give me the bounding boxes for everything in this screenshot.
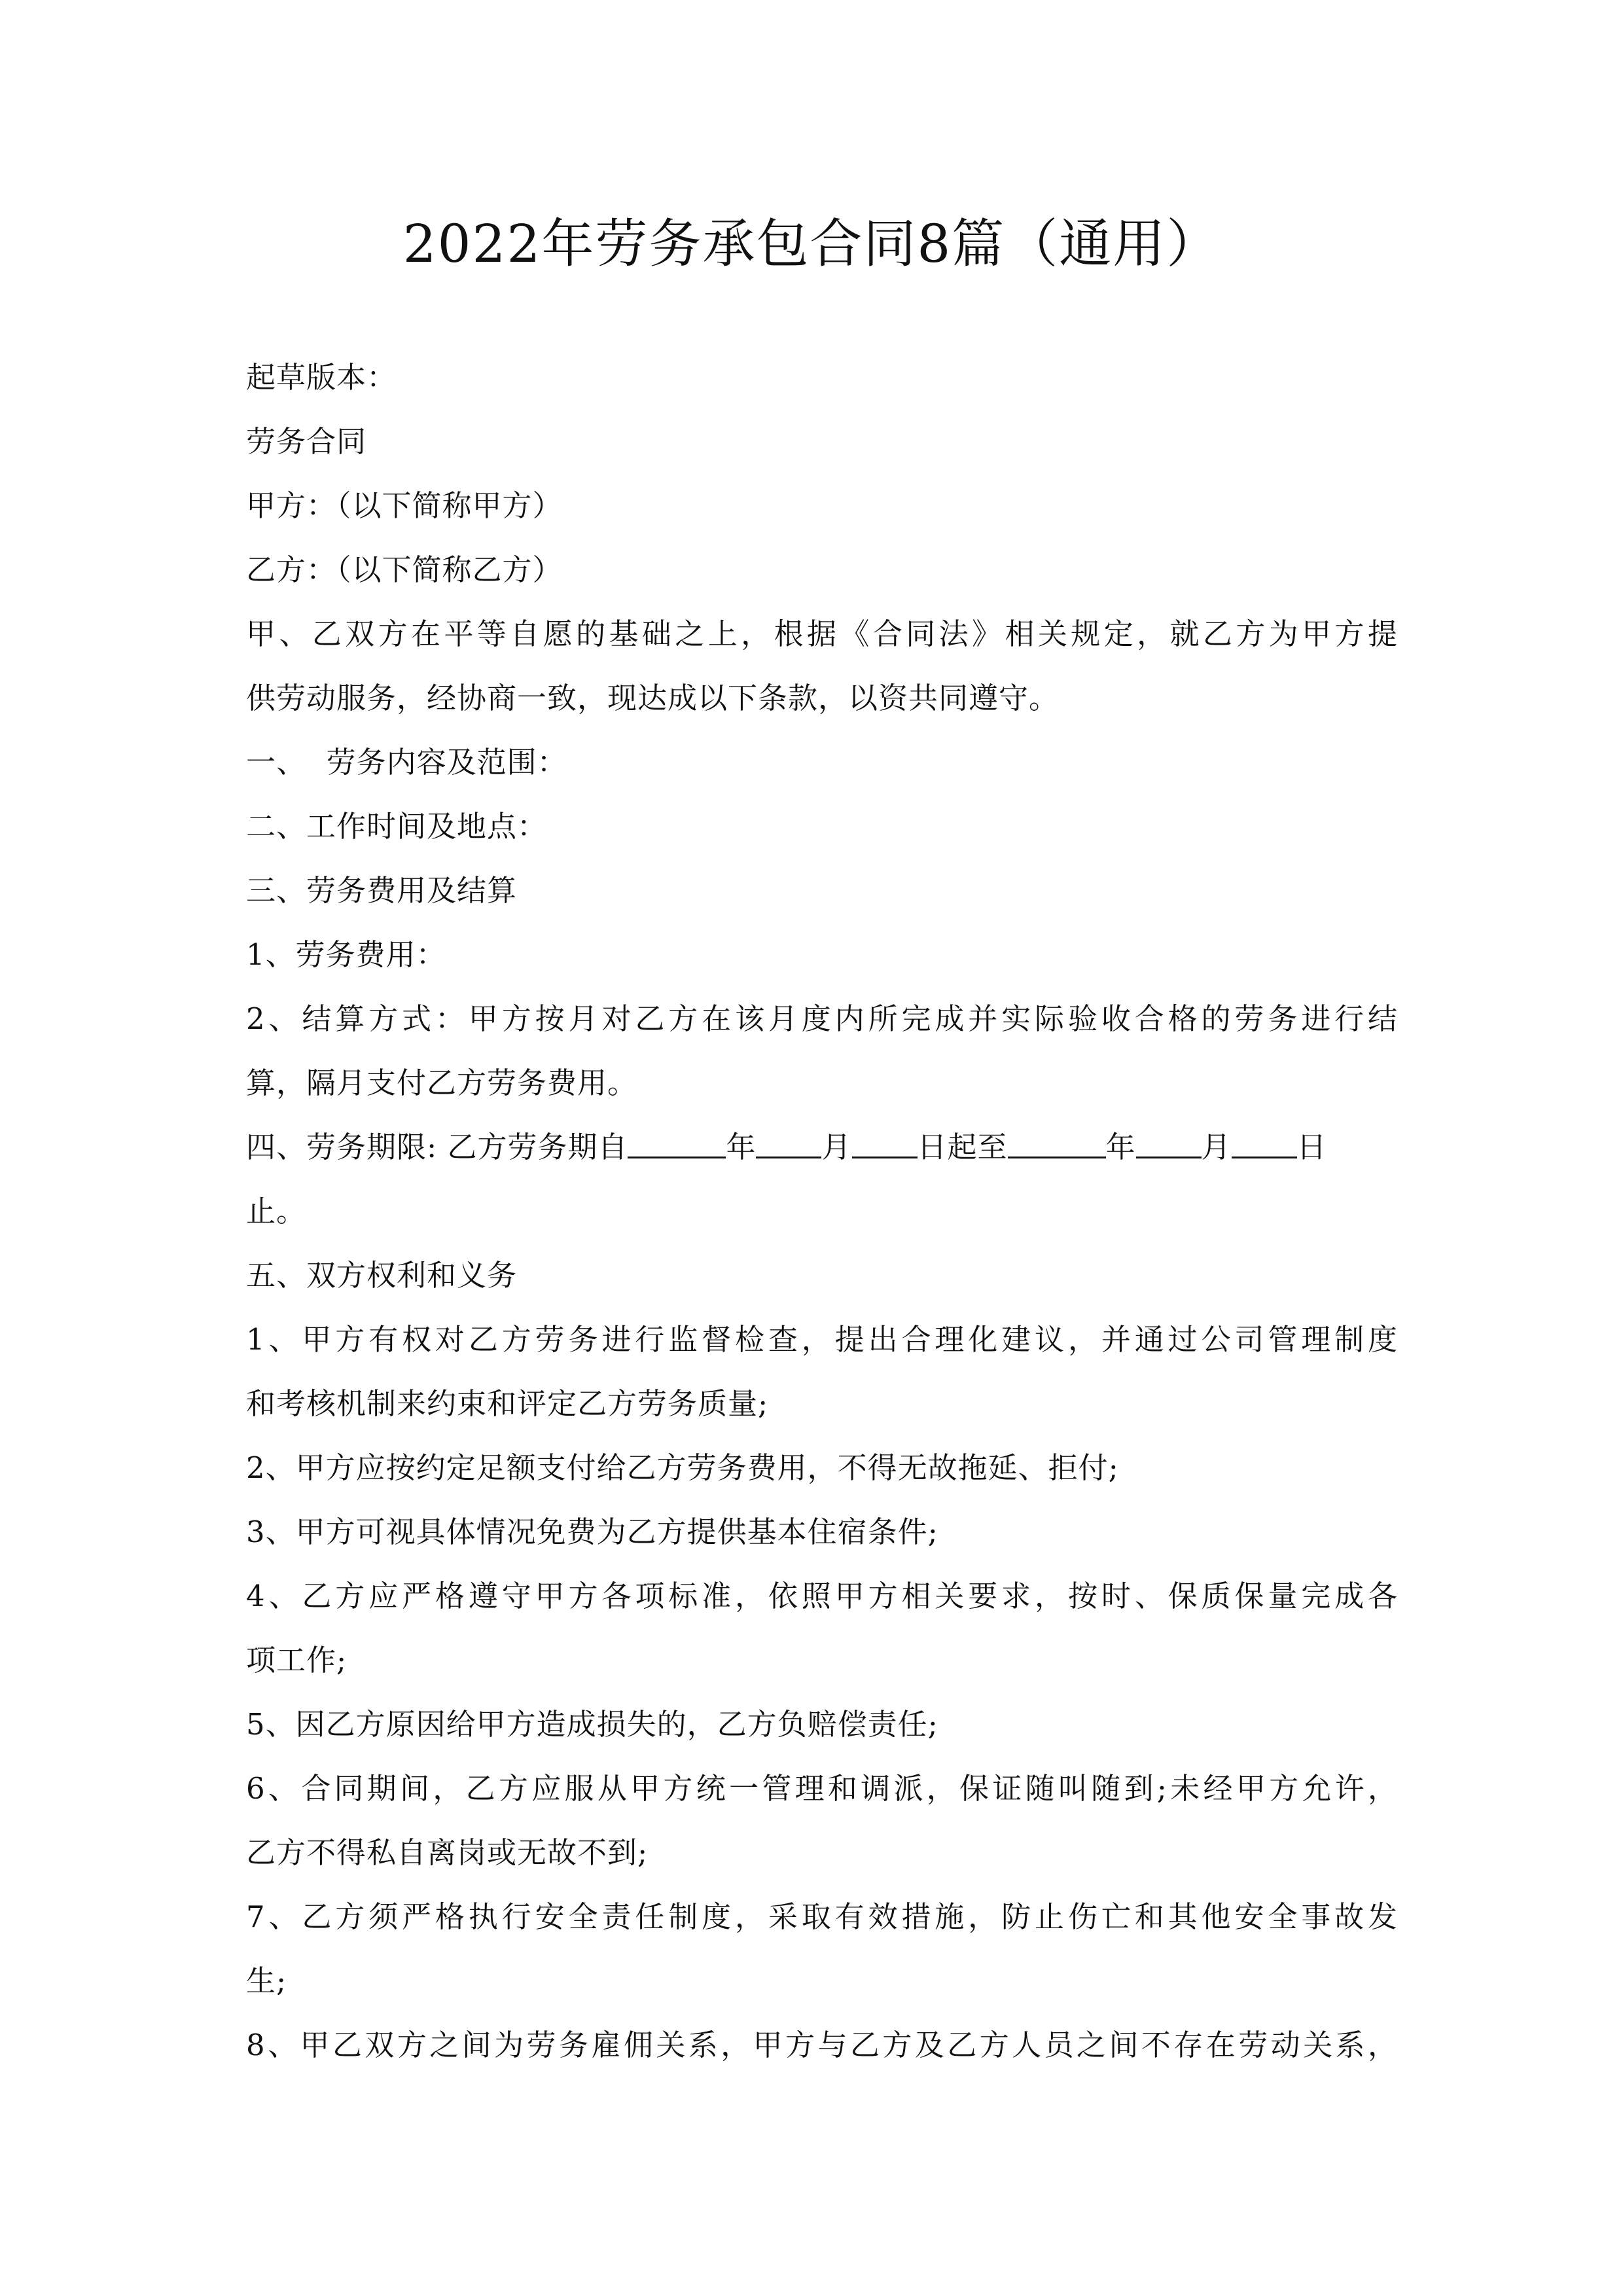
term-year: 年 bbox=[1105, 1130, 1136, 1164]
paragraph-line: 甲、乙双方在平等自愿的基础之上，根据《合同法》相关规定，就乙方为甲方提 bbox=[246, 617, 1398, 651]
paragraph-line: 1、甲方有权对乙方劳务进行监督检查，提出合理化建议，并通过公司管理制度 bbox=[246, 1322, 1398, 1357]
paragraph-line: 乙方：（以下简称乙方） bbox=[246, 552, 563, 587]
paragraph-line: 2、结算方式：甲方按月对乙方在该月度内所完成并实际验收合格的劳务进行结 bbox=[246, 1001, 1398, 1036]
paragraph-line: 8、甲乙双方之间为劳务雇佣关系，甲方与乙方及乙方人员之间不存在劳动关系， bbox=[246, 2028, 1398, 2062]
paragraph-line: 4、乙方应严格遵守甲方各项标准，依照甲方相关要求，按时、保质保量完成各 bbox=[246, 1579, 1398, 1613]
paragraph-line: 7、乙方须严格执行安全责任制度，采取有效措施，防止伤亡和其他安全事故发 bbox=[246, 1899, 1398, 1934]
paragraph-line: 止。 bbox=[246, 1194, 307, 1229]
document-title: 2022年劳务承包合同8篇（通用） bbox=[402, 213, 1221, 274]
paragraph-line: 和考核机制来约束和评定乙方劳务质量; bbox=[246, 1386, 769, 1421]
term-prefix: 四、劳务期限: 乙方劳务期自 bbox=[246, 1130, 628, 1164]
term-month: 月 bbox=[1201, 1130, 1232, 1164]
section-heading: 五、双方权利和义务 bbox=[246, 1258, 518, 1293]
section-heading: 二、工作时间及地点： bbox=[246, 809, 548, 844]
paragraph-line: 算，隔月支付乙方劳务费用。 bbox=[246, 1066, 638, 1100]
paragraph-line: 1、劳务费用： bbox=[246, 937, 446, 972]
term-day-start: 日起至 bbox=[917, 1130, 1008, 1164]
section-heading: 一、 劳务内容及范围： bbox=[246, 745, 567, 780]
blank-field bbox=[1136, 1130, 1202, 1158]
paragraph-line: 项工作; bbox=[246, 1643, 348, 1677]
blank-field bbox=[1008, 1130, 1106, 1158]
paragraph-line: 3、甲方可视具体情况免费为乙方提供基本住宿条件; bbox=[246, 1515, 938, 1549]
paragraph-line: 起草版本： bbox=[246, 360, 397, 395]
document-body bbox=[246, 346, 1398, 2077]
paragraph-line: 乙方不得私自离岗或无故不到; bbox=[246, 1835, 649, 1870]
blank-field bbox=[756, 1130, 821, 1158]
paragraph-line: 2、甲方应按约定足额支付给乙方劳务费用，不得无故拖延、拒付; bbox=[246, 1450, 1119, 1485]
paragraph-line: 6、合同期间，乙方应服从甲方统一管理和调派，保证随叫随到;未经甲方允许， bbox=[246, 1771, 1398, 1806]
paragraph-line: 生; bbox=[246, 1964, 287, 1998]
term-year: 年 bbox=[726, 1130, 757, 1164]
paragraph-line: 供劳动服务，经协商一致，现达成以下条款，以资共同遵守。 bbox=[246, 681, 1060, 715]
blank-field bbox=[852, 1130, 918, 1158]
paragraph-line: 劳务合同 bbox=[246, 424, 367, 459]
paragraph-line: 5、因乙方原因给甲方造成损失的，乙方负赔偿责任; bbox=[246, 1707, 938, 1742]
paragraph-line: 甲方：（以下简称甲方） bbox=[246, 488, 563, 523]
blank-field bbox=[1232, 1130, 1297, 1158]
blank-field bbox=[628, 1130, 726, 1158]
term-day-end: 日 bbox=[1296, 1130, 1327, 1164]
section-heading: 三、劳务费用及结算 bbox=[246, 873, 518, 908]
term-line bbox=[246, 1115, 1398, 1179]
term-month: 月 bbox=[821, 1130, 852, 1164]
